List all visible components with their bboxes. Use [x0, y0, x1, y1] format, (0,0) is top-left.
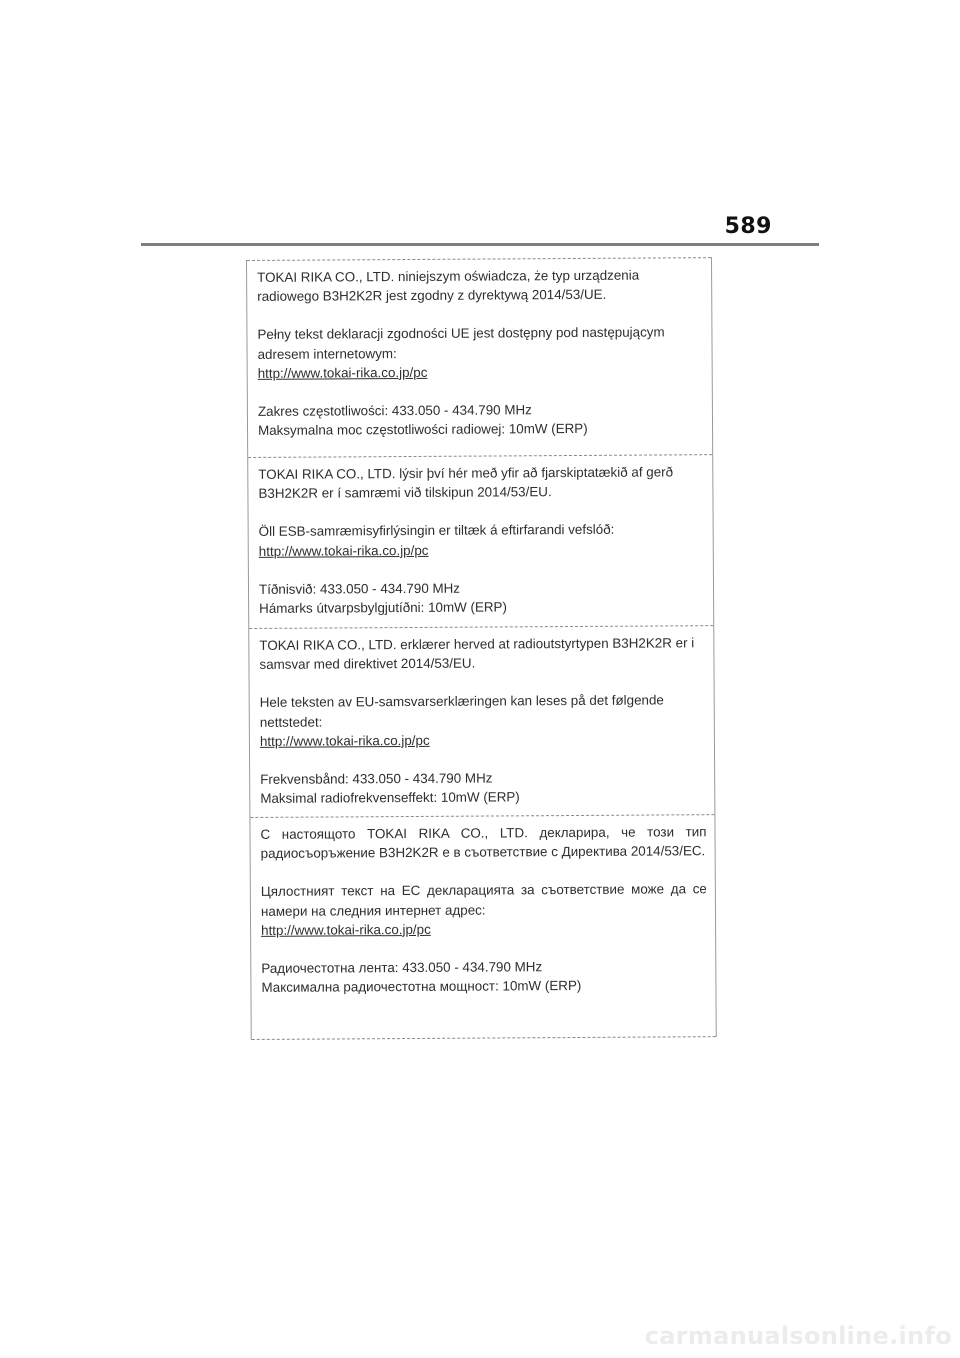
frequency-range: Радиочестотна лента: 433.050 - 434.790 MHz [261, 959, 543, 976]
declaration-specs [258, 399, 704, 440]
full-text-label: Цялостният текст на ЕС декларацията за съответствие може да се намери на следния интернет адрес: [260, 881, 707, 919]
declaration-full-text [257, 323, 703, 383]
declaration-url-link[interactable]: http://www.tokai-rika.co.jp/pc [261, 921, 431, 938]
declaration-full-text [260, 691, 706, 751]
declaration-specs [260, 767, 706, 808]
declaration-intro: TOKAI RIKA CO., LTD. erklærer herved at radioutstyrtypen B3H2K2R er i samsvar med direktivet 2014/53/EU. [259, 635, 695, 673]
declaration-url-link[interactable]: http://www.tokai-rika.co.jp/pc [259, 732, 430, 749]
declaration-bulgarian [250, 814, 715, 1040]
declaration-url-link[interactable]: http://www.tokai-rika.co.jp/pc [258, 542, 429, 559]
declaration-full-text [261, 880, 707, 940]
full-text-label: Pełny tekst deklaracji zgodności UE jest dostępny pod następującym adresem internetowym: [257, 324, 665, 362]
frequency-range: Zakres częstotliwości: 433.050 - 434.790 MHz [257, 402, 532, 419]
page-number: 589 [724, 214, 772, 239]
site-watermark: carmanualsonline.info [644, 1322, 952, 1350]
declaration-norwegian [249, 625, 714, 817]
full-text-label: Öll ESB-samræmisyfirlýsingin er tiltæk á eftirfarandi vefslóð: [258, 522, 615, 540]
max-power: Hámarks útvarpsbylgjutíðni: 10mW (ERP) [259, 599, 507, 616]
declaration-icelandic [248, 454, 713, 628]
declaration-scan [246, 257, 717, 1040]
max-power: Maksimal radiofrekvenseffekt: 10mW (ERP) [260, 789, 520, 807]
frequency-range: Frekvensbånd: 433.050 - 434.790 MHz [260, 770, 493, 787]
declaration-url-link[interactable]: http://www.tokai-rika.co.jp/pc [257, 364, 428, 381]
max-power: Maksymalna moc częstotliwości radiowej: 10mW (ERP) [257, 421, 588, 439]
declaration-intro: С настоящото TOKAI RIKA CO., LTD. декларира, че този тип радиосъоръжение B3H2K2R е в съответствие с Директива 2014/53/ЕС. [260, 824, 707, 862]
declaration-full-text [259, 520, 705, 561]
full-text-label: Hele teksten av EU-samsvarserklæringen kan leses på det følgende nettstedet: [259, 692, 664, 730]
declaration-intro: TOKAI RIKA CO., LTD. niniejszym oświadcza, że typ urządzenia radiowego B3H2K2R jest zgodny z dyrektywą 2014/53/UE. [257, 267, 640, 305]
header-rule [141, 243, 819, 246]
declaration-intro: TOKAI RIKA CO., LTD. lýsir því hér með yfir að fjarskiptatækið af gerð B3H2K2R er í samræmi við tilskipun 2014/53/EU. [258, 464, 674, 502]
declaration-specs [261, 956, 707, 997]
declaration-specs [259, 577, 705, 618]
max-power: Максимална радиочестотна мощност: 10mW (ERP) [261, 978, 582, 996]
frequency-range: Tíðnisvið: 433.050 - 434.790 MHz [258, 580, 461, 597]
declaration-polish [247, 257, 712, 457]
